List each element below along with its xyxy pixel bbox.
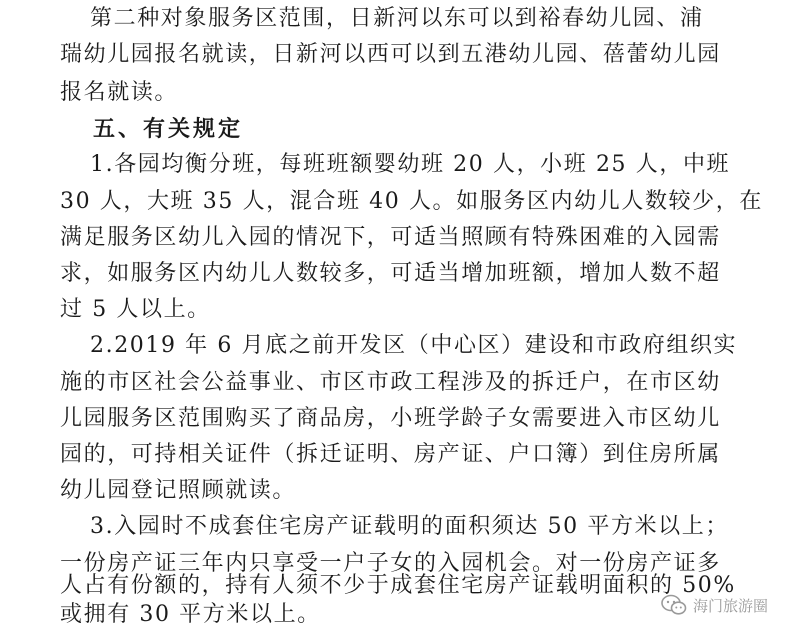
paragraph-line: 瑞幼儿园报名就读，日新河以西可以到五港幼儿园、蓓蕾幼儿园: [60, 42, 721, 67]
paragraph-line: 过 5 人以上。: [60, 297, 211, 322]
paragraph-line: 人占有份额的，持有人须不少于成套住宅房产证载明面积的 50%: [60, 573, 736, 598]
paragraph-line: 一份房产证三年内只享受一户子女的入园机会。对一份房产证多: [60, 551, 721, 576]
paragraph-line: 30 人，大班 35 人，混合班 40 人。如服务区内幼儿人数较少，在: [60, 189, 763, 214]
paragraph-line: 施的市区社会公益事业、市区市政工程涉及的拆迁户，在市区幼: [60, 370, 721, 395]
section-heading: 五、有关规定: [93, 116, 244, 142]
paragraph-line: 第二种对象服务区范围，日新河以东可以到裕春幼儿园、浦: [90, 6, 704, 31]
paragraph-line: 满足服务区幼儿入园的情况下，可适当照顾有特殊困难的入园需: [60, 225, 721, 250]
wechat-icon: [661, 594, 687, 616]
paragraph-line: 1.各园均衡分班，每班班额婴幼班 20 人，小班 25 人，中班: [90, 152, 731, 177]
paragraph-line: 3.入园时不成套住宅房产证载明的面积须达 50 平方米以上；: [90, 514, 729, 539]
paragraph-line: 报名就读。: [60, 80, 179, 105]
paragraph-line: 幼儿园登记照顾就读。: [60, 478, 297, 503]
paragraph-line: 求，如服务区内幼儿人数较多，可适当增加班额，增加人数不超: [60, 261, 721, 286]
watermark: [661, 594, 768, 616]
paragraph-line: 或拥有 30 平方米以上。: [60, 602, 321, 627]
paragraph-line: 园的，可持相关证件（拆迁证明、房产证、户口簿）到住房所属: [60, 442, 721, 467]
paragraph-line: 2.2019 年 6 月底之前开发区（中心区）建设和市政府组织实: [90, 333, 738, 358]
watermark-text: 海门旅游圈: [692, 596, 768, 615]
paragraph-line: 儿园服务区范围购买了商品房，小班学龄子女需要进入市区幼儿: [60, 406, 721, 431]
